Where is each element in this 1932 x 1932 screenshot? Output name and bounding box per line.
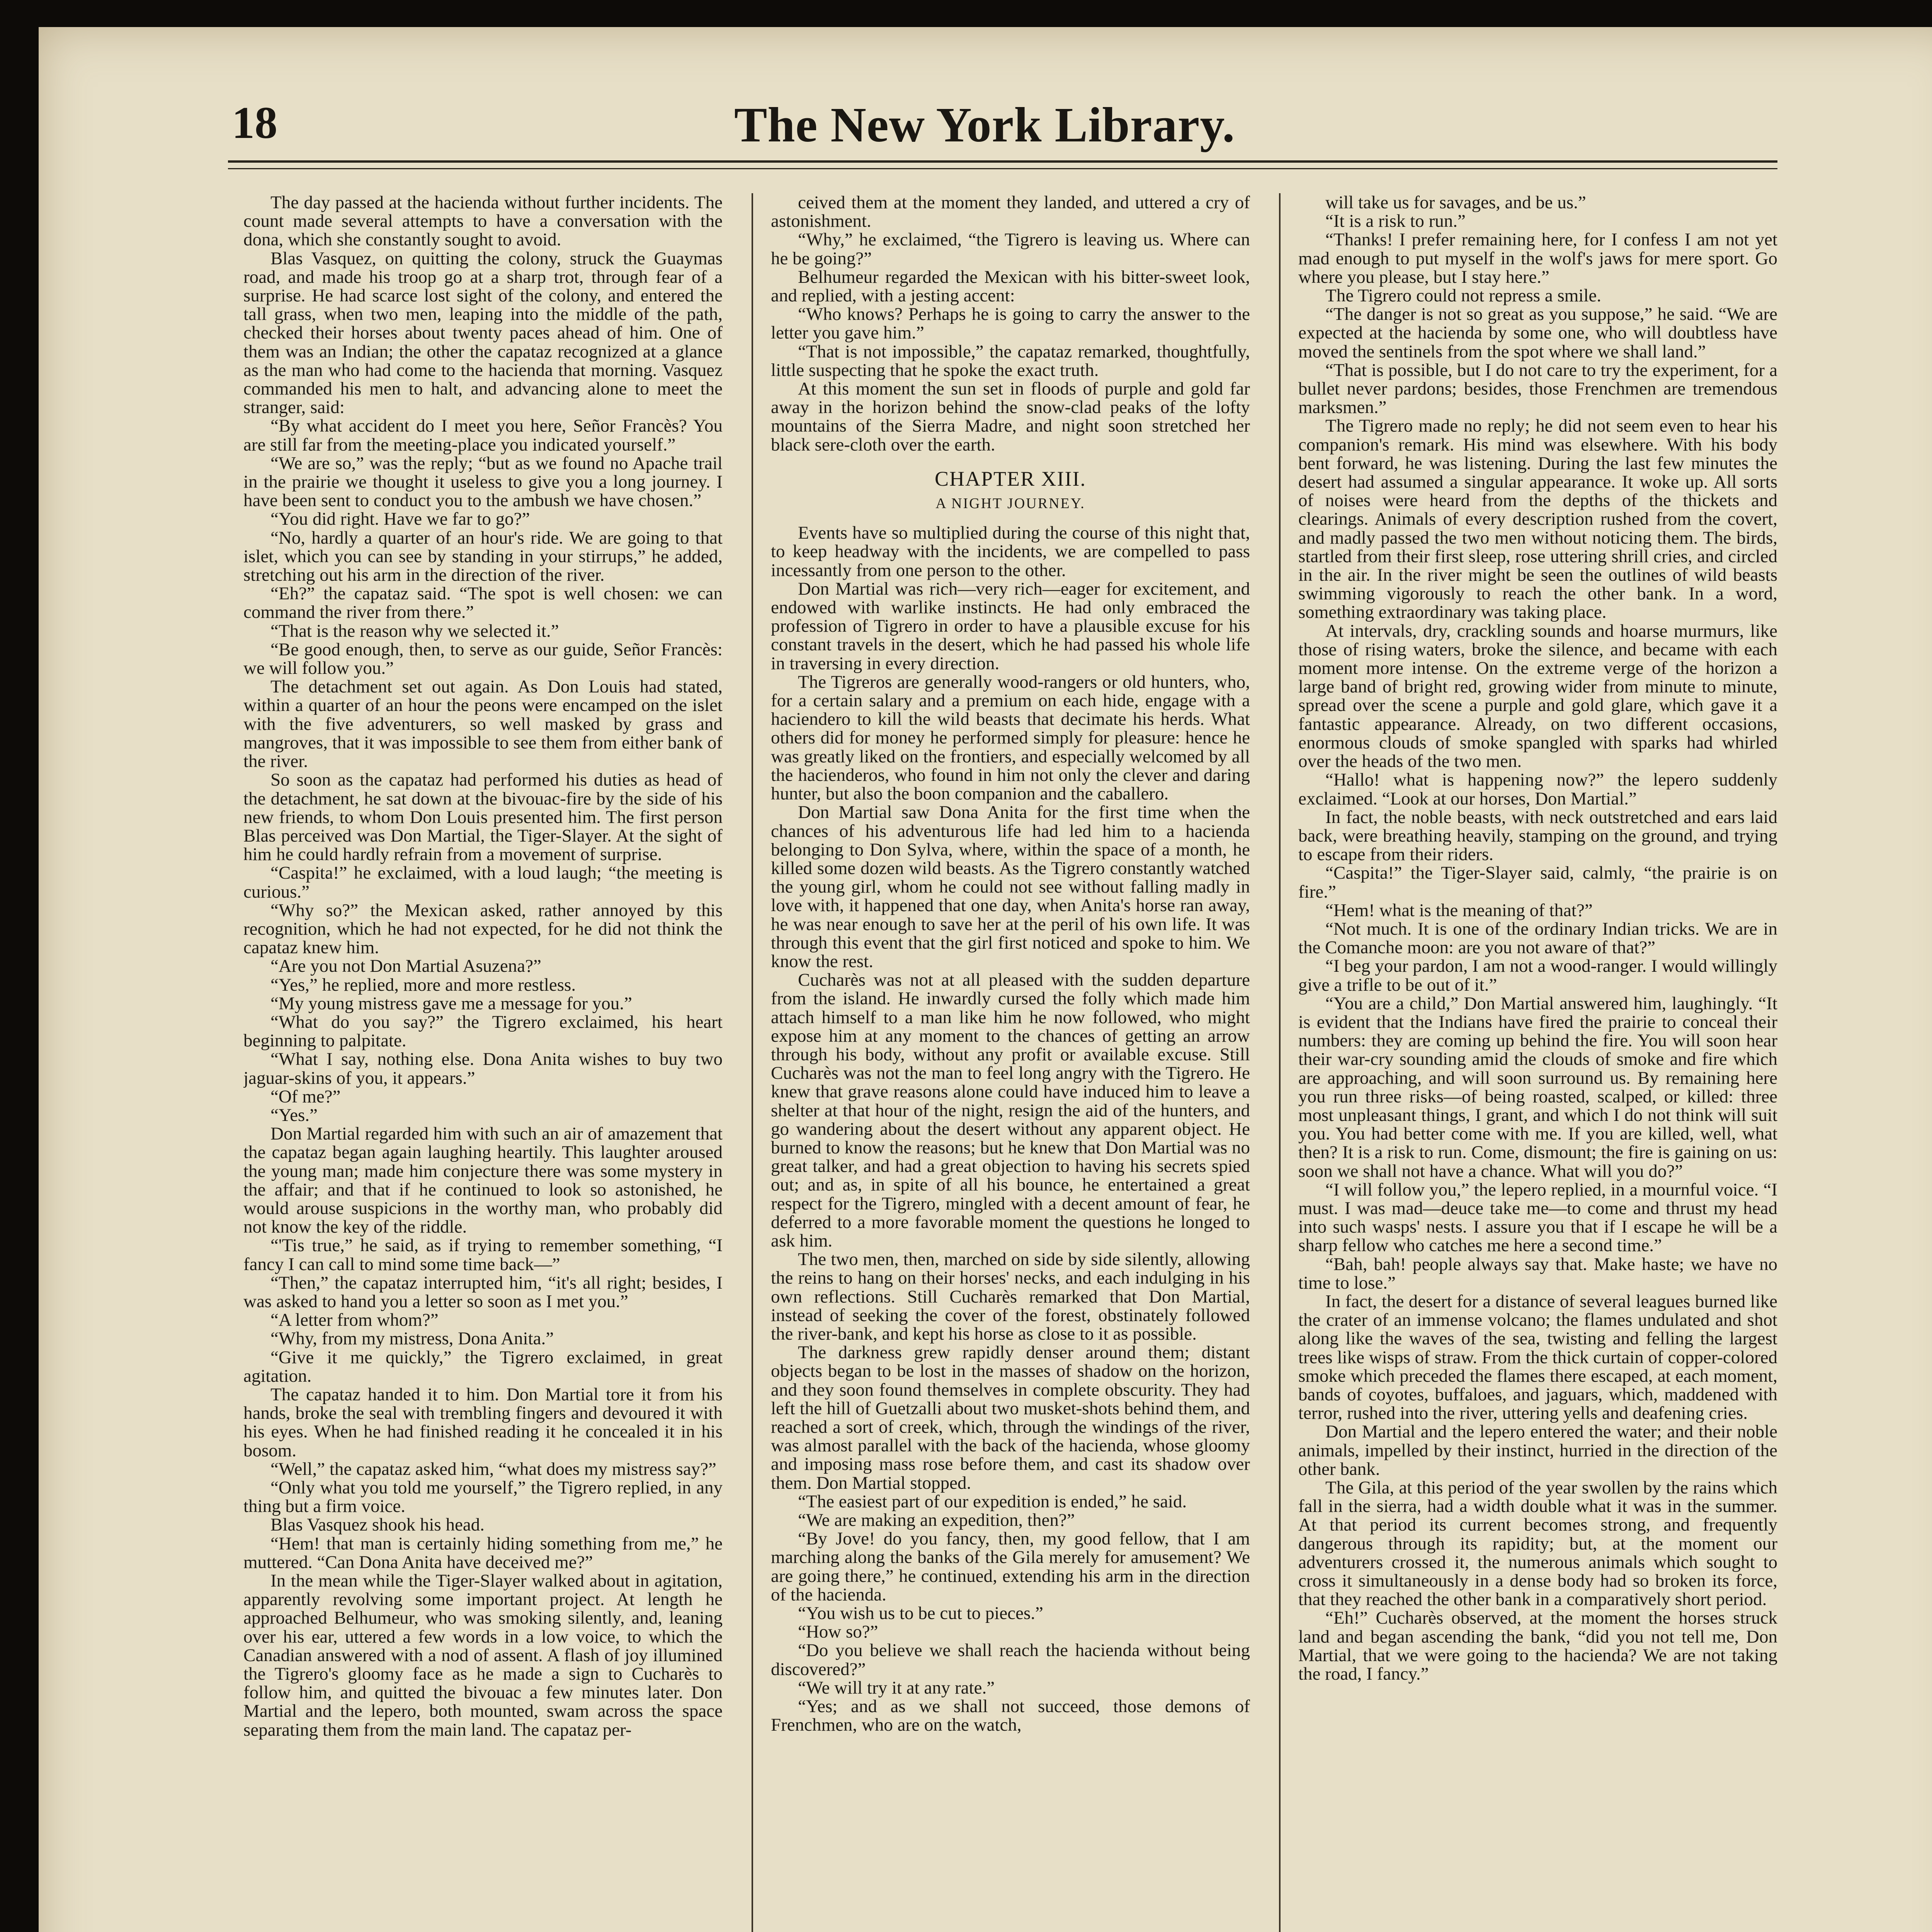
article-paragraph: “We will try it at any rate.” [798, 1677, 995, 1698]
article-paragraph: “Hallo! what is happening now?” the lepero suddenly exclaimed. “Look at our horses, Don Martial.” [1298, 770, 1777, 809]
article-paragraph: “Yes,” he replied, more and more restless. [270, 975, 576, 995]
chapter-heading: CHAPTER XIII. [935, 467, 1086, 490]
article-paragraph: “Caspita!” he exclaimed, with a loud laugh; “the meeting is curious.” [243, 863, 723, 902]
text-column-2 [771, 193, 1250, 1932]
article-paragraph: Don Martial and the lepero entered the water; and their noble animals, impelled by their instinct, hurried in the direction of the other bank. [1298, 1422, 1777, 1479]
article-paragraph: “Give it me quickly,” the Tigrero exclaimed, in great agitation. [243, 1347, 723, 1386]
article-paragraph: In the mean while the Tiger-Slayer walked about in agitation, apparently revolving some important project. At length he approached Belhumeur, who was smoking silently, and, leaning over his ear, uttered a few words in a low voice, to which the Canadian answered with a nod of assent. A flash of joy illumined the Tigrero's gloomy face as he made a sign to Cucharès to follow him, and quitted the bivouac a few minutes later. Don Martial and the lepero, both mounted, swam across the space separating them from the main land. The capataz per- [243, 1571, 723, 1740]
article-paragraph: “It is a risk to run.” [1325, 211, 1466, 231]
article-paragraph: “Of me?” [270, 1086, 341, 1107]
article-paragraph: “I will follow you,” the lepero replied, in a mournful voice. “I must. I was mad—deuce take me—to come and thrust my head into such wasps' nests. I assure you that if I escape he will be a sharp fellow who catches me here a second time.” [1298, 1179, 1777, 1256]
article-paragraph: “That is not impossible,” the capataz remarked, thoughtfully, little suspecting that he spoke the exact truth. [771, 341, 1250, 380]
text-column-3 [1298, 193, 1777, 1932]
page-number: 18 [232, 97, 277, 148]
article-paragraph: “Thanks! I prefer remaining here, for I confess I am not yet mad enough to put myself in the wolf's jaws for mere sport. Go where you please, but I stay here.” [1298, 230, 1777, 287]
article-paragraph: At this moment the sun set in floods of purple and gold far away in the horizon behind the snow-clad peaks of the lofty mountains of the Sierra Madre, and night soon stretched her black sere-cloth over the earth. [771, 379, 1250, 455]
article-paragraph: ceived them at the moment they landed, and uttered a cry of astonishment. [771, 193, 1250, 231]
article-paragraph: The capataz handed it to him. Don Martial tore it from his hands, broke the seal with trembling fingers and devoured it with his eyes. When he had finished reading it he concealed it in his bosom. [243, 1384, 723, 1461]
article-paragraph: “The easiest part of our expedition is ended,” he said. [798, 1491, 1187, 1512]
article-paragraph: “Who knows? Perhaps he is going to carry the answer to the letter you gave him.” [771, 304, 1250, 343]
article-paragraph: “How so?” [798, 1622, 878, 1642]
article-paragraph: “Hem! that man is certainly hiding something from me,” he muttered. “Can Dona Anita have deceived me?” [243, 1533, 723, 1572]
article-paragraph: “Only what you told me yourself,” the Tigrero replied, in any thing but a firm voice. [243, 1478, 723, 1517]
article-paragraph: Cucharès was not at all pleased with the sudden departure from the island. He inwardly cursed the folly which made him attach himself to a man like him he now followed, who might expose him at any moment to the chances of getting an arrow through his body, without any profit or available excuse. Still Cucharès was not the man to feel long angry with the Tigrero. He knew that grave reasons alone could have induced him to leave a shelter at that hour of the night, resign the aid of the hunters, and go wandering about the desert without any apparent object. He burned to know the reasons; but he knew that Don Martial was no great talker, and had a great objection to having his secrets spied out; and as, in spite of all his bounce, he entertained a great respect for the Tigrero, mingled with a decent amount of fear, he deferred to a more favorable moment the questions he longed to ask him. [771, 970, 1250, 1251]
article-paragraph: “Hem! what is the meaning of that?” [1325, 900, 1593, 920]
article-paragraph: “The danger is not so great as you suppose,” he said. “We are expected at the hacienda by some one, who will doubtless have moved the sentinels from the spot where we shall land.” [1298, 304, 1777, 362]
article-paragraph: “We are making an expedition, then?” [798, 1510, 1075, 1531]
article-paragraph: “Eh!” Cucharès observed, at the moment the horses struck land and began ascending the bank, “did you not tell me, Don Martial, that we were going to the hacienda? We are not taking the road, I fancy.” [1298, 1608, 1777, 1684]
article-paragraph: At intervals, dry, crackling sounds and hoarse murmurs, like those of rising waters, broke the silence, and became with each moment more intense. On the extreme verge of the horizon a large band of bright red, growing wider from minute to minute, spread over the scene a purple and gold glare, which gave it a fantastic appearance. Already, on two different occasions, enormous clouds of smoke spangled with sparks had whirled over the heads of the two men. [1298, 621, 1777, 772]
column-divider [1279, 193, 1281, 1932]
article-paragraph: The Tigrero made no reply; he did not seem even to hear his companion's remark. His mind was elsewhere. With his body bent forward, he was listening. During the last few minutes the desert had assumed a singular appearance. It woke up. All sorts of noises were heard from the depths of the thickets and clearings. Animals of every description rushed from the covert, and madly passed the two men without noticing them. The birds, startled from their first sleep, rose uttering shrill cries, and circled in the air. In the river might be seen the outlines of wild beasts swimming vigorously to reach the other bank. In a word, something extraordinary was taking place. [1298, 416, 1777, 622]
article-paragraph: “What I say, nothing else. Dona Anita wishes to buy two jaguar-skins of you, it appears.” [243, 1049, 723, 1088]
text-column-1 [243, 193, 723, 1932]
article-paragraph: So soon as the capataz had performed his duties as head of the detachment, he sat down at the bivouac-fire by the side of his new friends, to whom Don Louis presented him. The first person Blas perceived was Don Martial, the Tiger-Slayer. At the sight of him he could hardly refrain from a movement of surprise. [243, 770, 723, 865]
article-paragraph: “Yes.” [270, 1105, 318, 1125]
article-paragraph: “You are a child,” Don Martial answered him, laughingly. “It is evident that the Indians have fired the prairie to conceal their numbers: they are coming up behind the fire. You will soon hear their war-cry sounding amid the clouds of smoke and fire which are approaching, and will soon surround us. By remaining here you run three risks—of being roasted, scalped, or killed: three most unpleasant things, I grant, and which I do not think will suit you. You had better come with me. If you are killed, well, what then? It is a risk to run. Come, dismount; the fire is gaining on us: soon we shall not have a chance. What will you do?” [1298, 993, 1777, 1181]
article-paragraph: “You did right. Have we far to go?” [270, 509, 530, 529]
article-paragraph: “A letter from whom?” [270, 1310, 439, 1330]
newspaper-page [39, 27, 1932, 1932]
article-paragraph: The day passed at the hacienda without further incidents. The count made several attempts to have a conversation with the dona, which she constantly sought to avoid. [243, 193, 723, 250]
article-paragraph: “Then,” the capataz interrupted him, “it's all right; besides, I was asked to hand you a letter so soon as I met you.” [243, 1272, 723, 1311]
article-paragraph: “Bah, bah! people always say that. Make haste; we have no time to lose.” [1298, 1254, 1777, 1293]
article-paragraph: Belhumeur regarded the Mexican with his bitter-sweet look, and replied, with a jesting accent: [771, 267, 1250, 306]
article-paragraph: “Why, from my mistress, Dona Anita.” [270, 1328, 554, 1349]
article-paragraph: The detachment set out again. As Don Louis had stated, within a quarter of an hour the peons were encamped on the islet with the five adventurers, so well masked by grass and mangroves, that it was impossible to see them from either bank of the river. [243, 677, 723, 772]
article-paragraph: The Tigrero could not repress a smile. [1325, 286, 1602, 306]
article-paragraph: “No, hardly a quarter of an hour's ride. We are going to that islet, which you can see by standing in your stirrups,” he added, stretching out his arm in the direction of the river. [243, 527, 723, 585]
article-paragraph: Blas Vasquez, on quitting the colony, struck the Guaymas road, and made his troop go at a sharp trot, through fear of a surprise. He had scarce lost sight of the colony, and entered the tall grass, when two men, leaping into the middle of the path, checked their horses about twenty paces ahead of him. One of them was an Indian; the other the capataz recognized at a glance as the man who had come to the hacienda that morning. Vasquez commanded his men to halt, and advancing alone to meet the stranger, said: [243, 248, 723, 418]
article-paragraph: “Are you not Don Martial Asuzena?” [270, 956, 541, 976]
column-divider [752, 193, 753, 1932]
article-paragraph: In fact, the noble beasts, with neck outstretched and ears laid back, were breathing heavily, stamping on the ground, and trying to escape from their riders. [1298, 807, 1777, 865]
article-paragraph: “Why,” he exclaimed, “the Tigrero is leaving us. Where can he be going?” [771, 230, 1250, 269]
article-paragraph: “Well,” the capataz asked him, “what does my mistress say?” [270, 1459, 716, 1479]
article-paragraph: In fact, the desert for a distance of several leagues burned like the crater of an immense volcano; the flames undulated and shot along like the waves of the sea, twisting and felling the largest trees like wisps of straw. From the thick curtain of copper-colored smoke which preceded the flames there escaped, at each moment, bands of coyotes, buffaloes, and jaguars, which, maddened with terror, rushed into the river, uttering yells and deafening cries. [1298, 1291, 1777, 1423]
article-paragraph: Don Martial was rich—very rich—eager for excitement, and endowed with warlike instincts. He had only embraced the profession of Tigrero in order to have a plausible excuse for his constant travels in the desert, which he had passed his whole life in traversing in every direction. [771, 578, 1250, 673]
article-paragraph: The Tigreros are generally wood-rangers or old hunters, who, for a certain salary and a premium on each hide, engage with a haciendero to kill the wild beasts that decimate his herds. What others did for money he performed simply for pleasure: hence he was greatly liked on the frontiers, and especially welcomed by all the hacienderos, who found in him not only the clever and daring hunter, but also the boon companion and the caballero. [771, 672, 1250, 804]
article-paragraph: “My young mistress gave me a message for you.” [270, 993, 632, 1014]
article-paragraph: “That is possible, but I do not care to try the experiment, for a bullet never pardons; besides, those Frenchmen are tremendous marksmen.” [1298, 360, 1777, 418]
article-paragraph: “Not much. It is one of the ordinary Indian tricks. We are in the Comanche moon: are you not aware of that?” [1298, 918, 1777, 958]
article-paragraph: “Do you believe we shall reach the hacienda without being discovered?” [771, 1640, 1250, 1679]
article-paragraph: The two men, then, marched on side by side silently, allowing the reins to hang on their horses' necks, and each indulging in his own reflections. Still Cucharès remarked that Don Martial, instead of seeking the cover of the forest, obstinately followed the river-bank, and kept his horse as close to it as possible. [771, 1249, 1250, 1344]
article-paragraph: “I beg your pardon, I am not a wood-ranger. I would willingly give a trifle to be out of it.” [1298, 956, 1777, 995]
article-paragraph: “Why so?” the Mexican asked, rather annoyed by this recognition, which he had not expected, for he did not think the capataz knew him. [243, 900, 723, 958]
header-rule [228, 160, 1777, 163]
chapter-subtitle: A NIGHT JOURNEY. [935, 495, 1085, 512]
article-paragraph: “Yes; and as we shall not succeed, those demons of Frenchmen, who are on the watch, [771, 1696, 1250, 1735]
article-paragraph: “Eh?” the capataz said. “The spot is well chosen: we can command the river from there.” [243, 583, 723, 622]
article-paragraph: “We are so,” was the reply; “but as we found no Apache trail in the prairie we thought it useless to give you a long journey. I have been sent to conduct you to the ambush we have chosen.” [243, 453, 723, 511]
article-paragraph: “Be good enough, then, to serve as our guide, Señor Francès: we will follow you.” [243, 639, 723, 679]
page-header [39, 27, 1932, 166]
article-paragraph: “By Jove! do you fancy, then, my good fellow, that I am marching along the banks of the Gila merely for amusement? We are going there,” he continued, extending his arm in the direction of the hacienda. [771, 1529, 1250, 1605]
article-paragraph: will take us for savages, and be us.” [1325, 193, 1586, 213]
article-paragraph: Events have so multiplied during the course of this night that, to keep headway with the incidents, we are compelled to pass incessantly from one person to the other. [771, 523, 1250, 580]
header-rule-thin [228, 168, 1777, 169]
article-paragraph: “'Tis true,” he said, as if trying to remember something, “I fancy I can call to mind some time back—” [243, 1235, 723, 1274]
article-paragraph: “That is the reason why we selected it.” [270, 621, 559, 641]
article-paragraph: Don Martial saw Dona Anita for the first time when the chances of his adventurous life had led him to a hacienda belonging to Don Sylva, where, within the space of a month, he killed some dozen wild beasts. As the Tigrero constantly watched the young girl, whom he could not see without falling madly in love with, it happened that one day, when Anita's horse ran away, he was near enough to save her at the peril of his own life. It was through this event that the girl first noticed and spoke to him. We know the rest. [771, 802, 1250, 971]
article-paragraph: Blas Vasquez shook his head. [270, 1515, 485, 1535]
article-paragraph: “What do you say?” the Tigrero exclaimed, his heart beginning to palpitate. [243, 1012, 723, 1051]
article-paragraph: “You wish us to be cut to pieces.” [798, 1603, 1043, 1624]
article-paragraph: The Gila, at this period of the year swollen by the rains which fall in the sierra, had a width double what it was in the summer. At that period its current becomes strong, and frequently dangerous through its rapidity; but, at the moment our adventurers crossed it, the numerous animals which sought to cross it simultaneously in a dense body had so broken its force, that they reached the other bank in a comparatively short period. [1298, 1478, 1777, 1610]
article-paragraph: “By what accident do I meet you here, Señor Francès? You are still far from the meeting-place you indicated yourself.” [243, 416, 723, 455]
article-paragraph: Don Martial regarded him with such an air of amazement that the capataz began again laughing heartily. This laughter aroused the young man; made him conjecture there was some mystery in the affair; and that if he continued to look so astonished, he would arouse suspicions in the worthy man, who probably did not know the key of the riddle. [243, 1124, 723, 1237]
masthead-title: The New York Library. [734, 97, 1235, 152]
article-paragraph: The darkness grew rapidly denser around them; distant objects began to be lost in the masses of shadow on the horizon, and they soon found themselves in complete obscurity. They had left the hill of Guetzalli about two musket-shots behind them, and reached a sort of creek, which, through the windings of the river, was almost parallel with the back of the hacienda, whose gloomy and imposing mass rose before them, and cast its shadow over them. Don Martial stopped. [771, 1342, 1250, 1493]
article-paragraph: “Caspita!” the Tiger-Slayer said, calmly, “the prairie is on fire.” [1298, 863, 1777, 902]
